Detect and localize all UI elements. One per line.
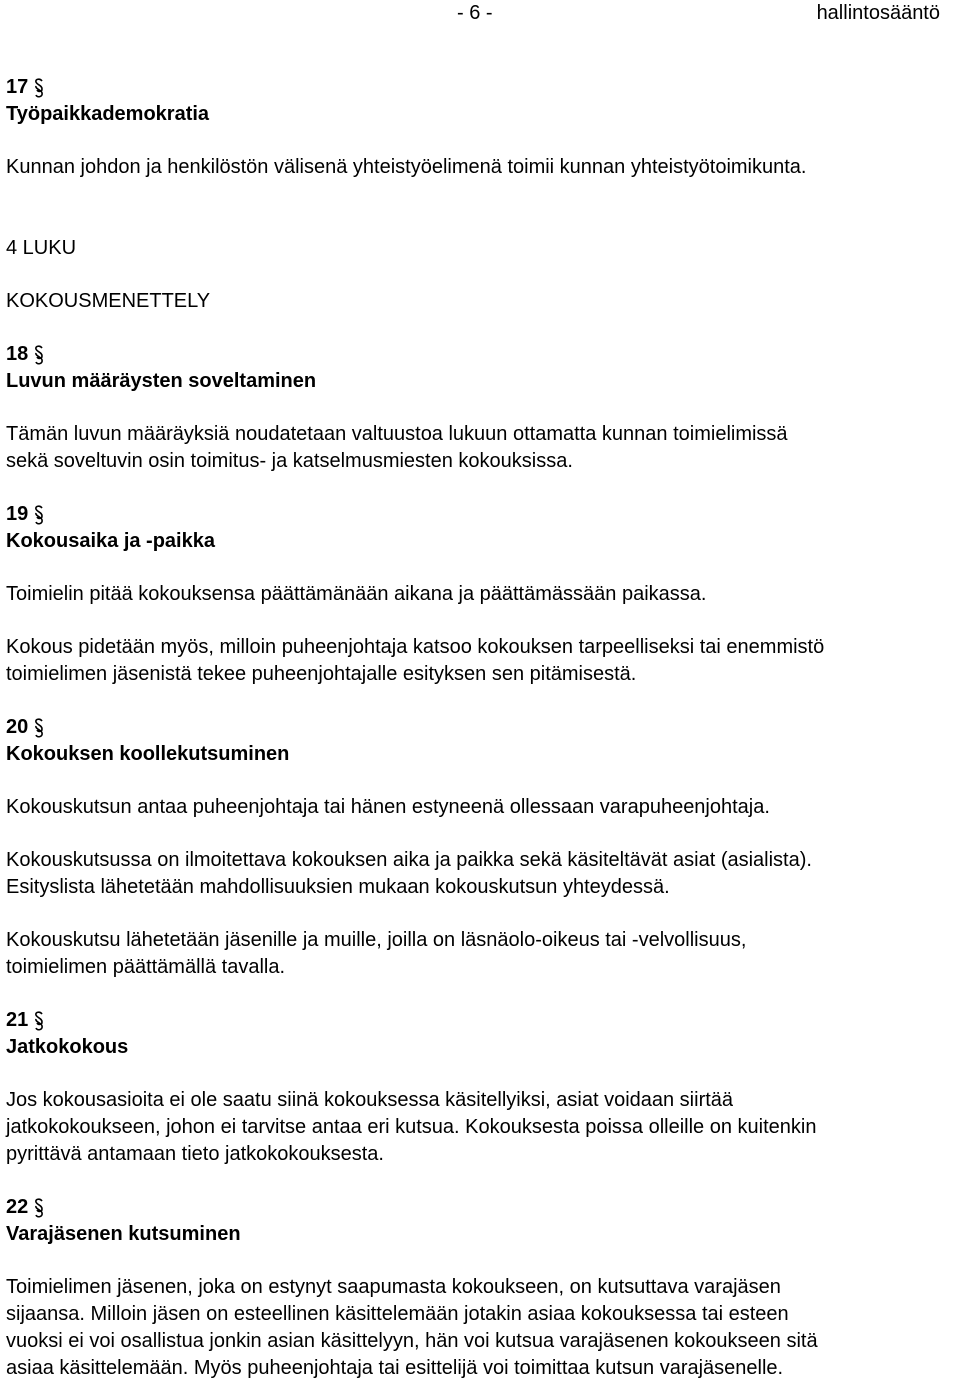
section-19-paragraph: Toimielin pitää kokouksensa päättämänään aikana ja päättämässään paikassa. — [6, 583, 707, 605]
section-21-paragraph-line: Jos kokousasioita ei ole saatu siinä kokouksessa käsitellyiksi, asiat voidaan siirtää — [6, 1089, 734, 1111]
page-number: - 6 - — [457, 2, 493, 24]
section-19-paragraph-line: toimielimen jäsenistä tekee puheenjohtajalle esityksen sen pitämisestä. — [6, 663, 637, 685]
section-21-number — [6, 1007, 956, 1034]
section-22-paragraph-line: Toimielimen jäsenen, joka on estynyt saapumasta kokoukseen, on kutsuttava varajäsen — [6, 1276, 781, 1298]
section-20-paragraph-line: Kokouskutsussa on ilmoitettava kokouksen aika ja paikka sekä käsiteltävät asiat (asialista). — [6, 849, 812, 871]
section-18-title: Luvun määräysten soveltaminen — [6, 370, 317, 392]
section-number: 17 — [6, 76, 29, 98]
section-21-title: Jatkokokous — [6, 1036, 129, 1058]
section-sign-icon — [34, 1011, 44, 1031]
section-22-title: Varajäsenen kutsuminen — [6, 1223, 241, 1245]
document-body — [6, 74, 956, 1382]
chapter-title: KOKOUSMENETTELY — [6, 290, 211, 312]
section-sign-icon — [34, 505, 44, 525]
section-17-paragraph: Kunnan johdon ja henkilöstön välisenä yhteistyöelimenä toimii kunnan yhteistyötoimikunta. — [6, 156, 807, 178]
section-sign-icon — [34, 1198, 44, 1218]
section-sign-icon — [34, 718, 44, 738]
section-19-paragraph-line: Kokous pidetään myös, milloin puheenjohtaja katsoo kokouksen tarpeelliseksi tai enemmistö — [6, 636, 825, 658]
section-sign-icon — [34, 345, 44, 365]
section-number: 18 — [6, 343, 29, 365]
section-20-title: Kokouksen koollekutsuminen — [6, 743, 290, 765]
section-20-paragraph-line: Kokouskutsu lähetetään jäsenille ja muille, joilla on läsnäolo-oikeus tai -velvollisuus, — [6, 929, 747, 951]
section-number: 21 — [6, 1009, 29, 1031]
section-22-paragraph-line: sijaansa. Milloin jäsen on esteellinen käsittelemään jotakin asiaa kokouksessa tai esteen — [6, 1303, 789, 1325]
section-18-paragraph-line: sekä soveltuvin osin toimitus- ja katselmusmiesten kokouksissa. — [6, 450, 573, 472]
section-21-paragraph-line: jatkokokoukseen, johon ei tarvitse antaa eri kutsua. Kokouksesta poissa olleille on kuitenkin — [6, 1116, 817, 1138]
section-22-paragraph-line: vuoksi ei voi osallistua jonkin asian käsittelyyn, hän voi kutsua varajäsenen kokoukseen sitä — [6, 1330, 818, 1352]
section-20-number — [6, 714, 956, 741]
section-number: 20 — [6, 716, 29, 738]
section-18-paragraph-line: Tämän luvun määräyksiä noudatetaan valtuustoa lukuun ottamatta kunnan toimielimissä — [6, 423, 788, 445]
section-20-paragraph: Kokouskutsun antaa puheenjohtaja tai hänen estyneenä ollessaan varapuheenjohtaja. — [6, 796, 770, 818]
section-19-title: Kokousaika ja -paikka — [6, 530, 215, 552]
section-20-paragraph-line: toimielimen päättämällä tavalla. — [6, 956, 286, 978]
section-17-title: Työpaikkademokratia — [6, 103, 210, 125]
section-sign-icon — [34, 78, 44, 98]
chapter-label: 4 LUKU — [6, 237, 77, 259]
page-header — [0, 0, 960, 30]
section-number: 22 — [6, 1196, 29, 1218]
section-18-number — [6, 341, 956, 368]
section-20-paragraph-line: Esityslista lähetetään mahdollisuuksien mukaan kokouskutsun yhteydessä. — [6, 876, 670, 898]
section-21-paragraph-line: pyrittävä antamaan tieto jatkokokouksesta. — [6, 1143, 384, 1165]
section-17-number — [6, 74, 956, 101]
section-22-number — [6, 1194, 956, 1221]
document-name: hallintosääntö — [816, 2, 940, 24]
section-number: 19 — [6, 503, 29, 525]
section-22-paragraph-line: asiaa käsittelemään. Myös puheenjohtaja tai esittelijä voi toimittaa kutsun varajäsenelle. — [6, 1357, 784, 1379]
section-19-number — [6, 501, 956, 528]
